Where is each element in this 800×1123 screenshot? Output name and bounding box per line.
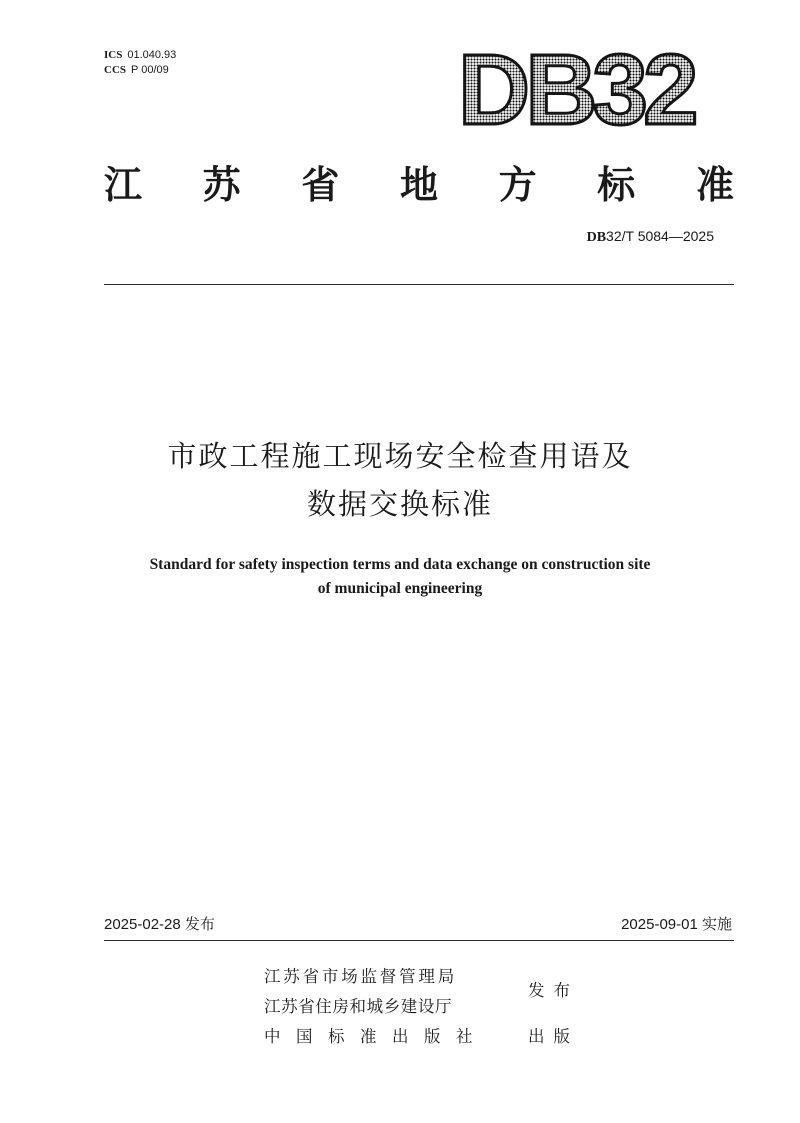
- publisher-standards-press: 中国标准出版社: [264, 1027, 488, 1046]
- category-char: 省: [301, 162, 340, 207]
- ccs-label: CCS: [104, 64, 127, 76]
- top-divider: [104, 284, 734, 285]
- title-cn-line: 市政工程施工现场安全检查用语及: [167, 439, 633, 473]
- title-en-line: Standard for safety inspection terms and data exchange on construction site: [149, 556, 651, 573]
- issue-date: 2025-02-28 发布: [104, 916, 215, 933]
- standard-number-rest: 32/T 5084—2025: [606, 228, 714, 244]
- implementation-date: 2025-09-01 实施: [621, 916, 732, 933]
- standard-number-prefix: DB: [586, 230, 607, 245]
- standard-number: [587, 228, 714, 246]
- ccs-value: P 00/09: [131, 64, 169, 76]
- ccs-code: [104, 63, 176, 78]
- ics-value: 01.040.93: [127, 49, 177, 61]
- title-chinese: [0, 432, 800, 528]
- issuer-market-regulation: 江苏省市场监督管理局: [264, 967, 457, 986]
- publish-action: 出版: [528, 1027, 579, 1046]
- db32-logo: DB32: [458, 40, 708, 140]
- issuer-housing-construction: 江苏省住房和城乡建设厅: [264, 997, 453, 1016]
- title-en-line: of municipal engineering: [317, 580, 483, 597]
- title-english: [0, 553, 800, 601]
- issuing-bodies: [264, 962, 488, 1052]
- category-char: 准: [695, 162, 734, 207]
- category-char: 地: [399, 162, 438, 207]
- standard-category-heading: [104, 154, 734, 208]
- title-cn-line: 数据交换标准: [306, 487, 493, 521]
- issue-action: 发布: [528, 981, 579, 1000]
- category-char: 苏: [202, 162, 241, 207]
- classification-codes: [104, 48, 176, 78]
- category-char: 方: [498, 162, 537, 207]
- category-char: 标: [597, 162, 636, 207]
- ics-code: [104, 48, 176, 63]
- bottom-divider: [104, 940, 734, 941]
- category-char: 江: [104, 162, 143, 207]
- ics-label: ICS: [104, 49, 123, 61]
